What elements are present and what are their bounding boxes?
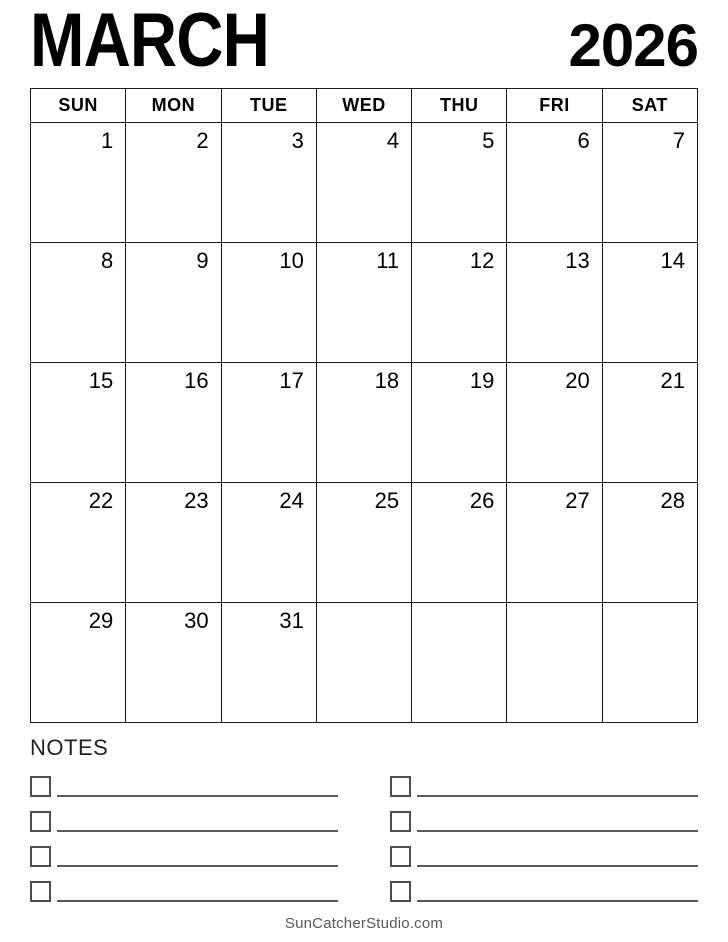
day-cell: 15: [31, 363, 126, 483]
note-row: [390, 845, 698, 867]
notes-heading: NOTES: [30, 735, 109, 760]
day-cell: 5: [412, 123, 507, 243]
week-row-3: [31, 363, 698, 483]
day-cell: 4: [316, 123, 411, 243]
day-cell: 16: [126, 363, 221, 483]
note-writing-line: [417, 830, 698, 832]
day-cell: 11: [316, 243, 411, 363]
day-cell: [316, 603, 411, 723]
note-row: [30, 810, 338, 832]
day-cell: 18: [316, 363, 411, 483]
day-cell: 12: [412, 243, 507, 363]
day-cell: 22: [31, 483, 126, 603]
day-cell: 1: [31, 123, 126, 243]
day-cell: 2: [126, 123, 221, 243]
week-row-5: [31, 603, 698, 723]
day-cell: 6: [507, 123, 602, 243]
checkbox-icon: [30, 776, 51, 797]
month-title: MARCH: [30, 0, 269, 83]
weekday-header-row: [31, 89, 698, 123]
note-writing-line: [57, 830, 338, 832]
note-row: [390, 775, 698, 797]
note-row: [30, 775, 338, 797]
footer-credit: SunCatcherStudio.com: [284, 915, 444, 932]
weekday-header-thu: THU: [412, 89, 507, 123]
day-cell: 24: [221, 483, 316, 603]
year-title: 2026: [568, 12, 698, 79]
day-cell: [602, 603, 697, 723]
week-row-2: [31, 243, 698, 363]
day-cell: 30: [126, 603, 221, 723]
day-cell: 25: [316, 483, 411, 603]
note-row: [30, 880, 338, 902]
day-cell: 21: [602, 363, 697, 483]
calendar-table: [30, 88, 698, 723]
day-cell: 13: [507, 243, 602, 363]
day-cell: 28: [602, 483, 697, 603]
day-cell: 26: [412, 483, 507, 603]
weekday-header-sat: SAT: [602, 89, 697, 123]
note-writing-line: [57, 795, 338, 797]
day-cell: 27: [507, 483, 602, 603]
checkbox-icon: [30, 811, 51, 832]
week-row-4: [31, 483, 698, 603]
day-cell: 14: [602, 243, 697, 363]
day-cell: 9: [126, 243, 221, 363]
note-writing-line: [417, 900, 698, 902]
day-cell: [412, 603, 507, 723]
day-cell: 7: [602, 123, 697, 243]
day-cell: 23: [126, 483, 221, 603]
checkbox-icon: [30, 881, 51, 902]
checkbox-icon: [390, 846, 411, 867]
note-writing-line: [417, 865, 698, 867]
weekday-header-mon: MON: [126, 89, 221, 123]
weekday-header-tue: TUE: [221, 89, 316, 123]
day-cell: 29: [31, 603, 126, 723]
checkbox-icon: [390, 811, 411, 832]
day-cell: 31: [221, 603, 316, 723]
day-cell: [507, 603, 602, 723]
note-row: [390, 880, 698, 902]
note-writing-line: [417, 795, 698, 797]
note-writing-line: [57, 865, 338, 867]
day-cell: 17: [221, 363, 316, 483]
day-cell: 19: [412, 363, 507, 483]
week-row-1: [31, 123, 698, 243]
weekday-header-wed: WED: [316, 89, 411, 123]
weekday-header-sun: SUN: [31, 89, 126, 123]
day-cell: 10: [221, 243, 316, 363]
note-row: [390, 810, 698, 832]
checkbox-icon: [30, 846, 51, 867]
note-writing-line: [57, 900, 338, 902]
title-row: [30, 0, 698, 83]
checkbox-icon: [390, 881, 411, 902]
notes-section: [30, 775, 698, 902]
weekday-header-fri: FRI: [507, 89, 602, 123]
day-cell: 8: [31, 243, 126, 363]
note-row: [30, 845, 338, 867]
checkbox-icon: [390, 776, 411, 797]
day-cell: 20: [507, 363, 602, 483]
day-cell: 3: [221, 123, 316, 243]
